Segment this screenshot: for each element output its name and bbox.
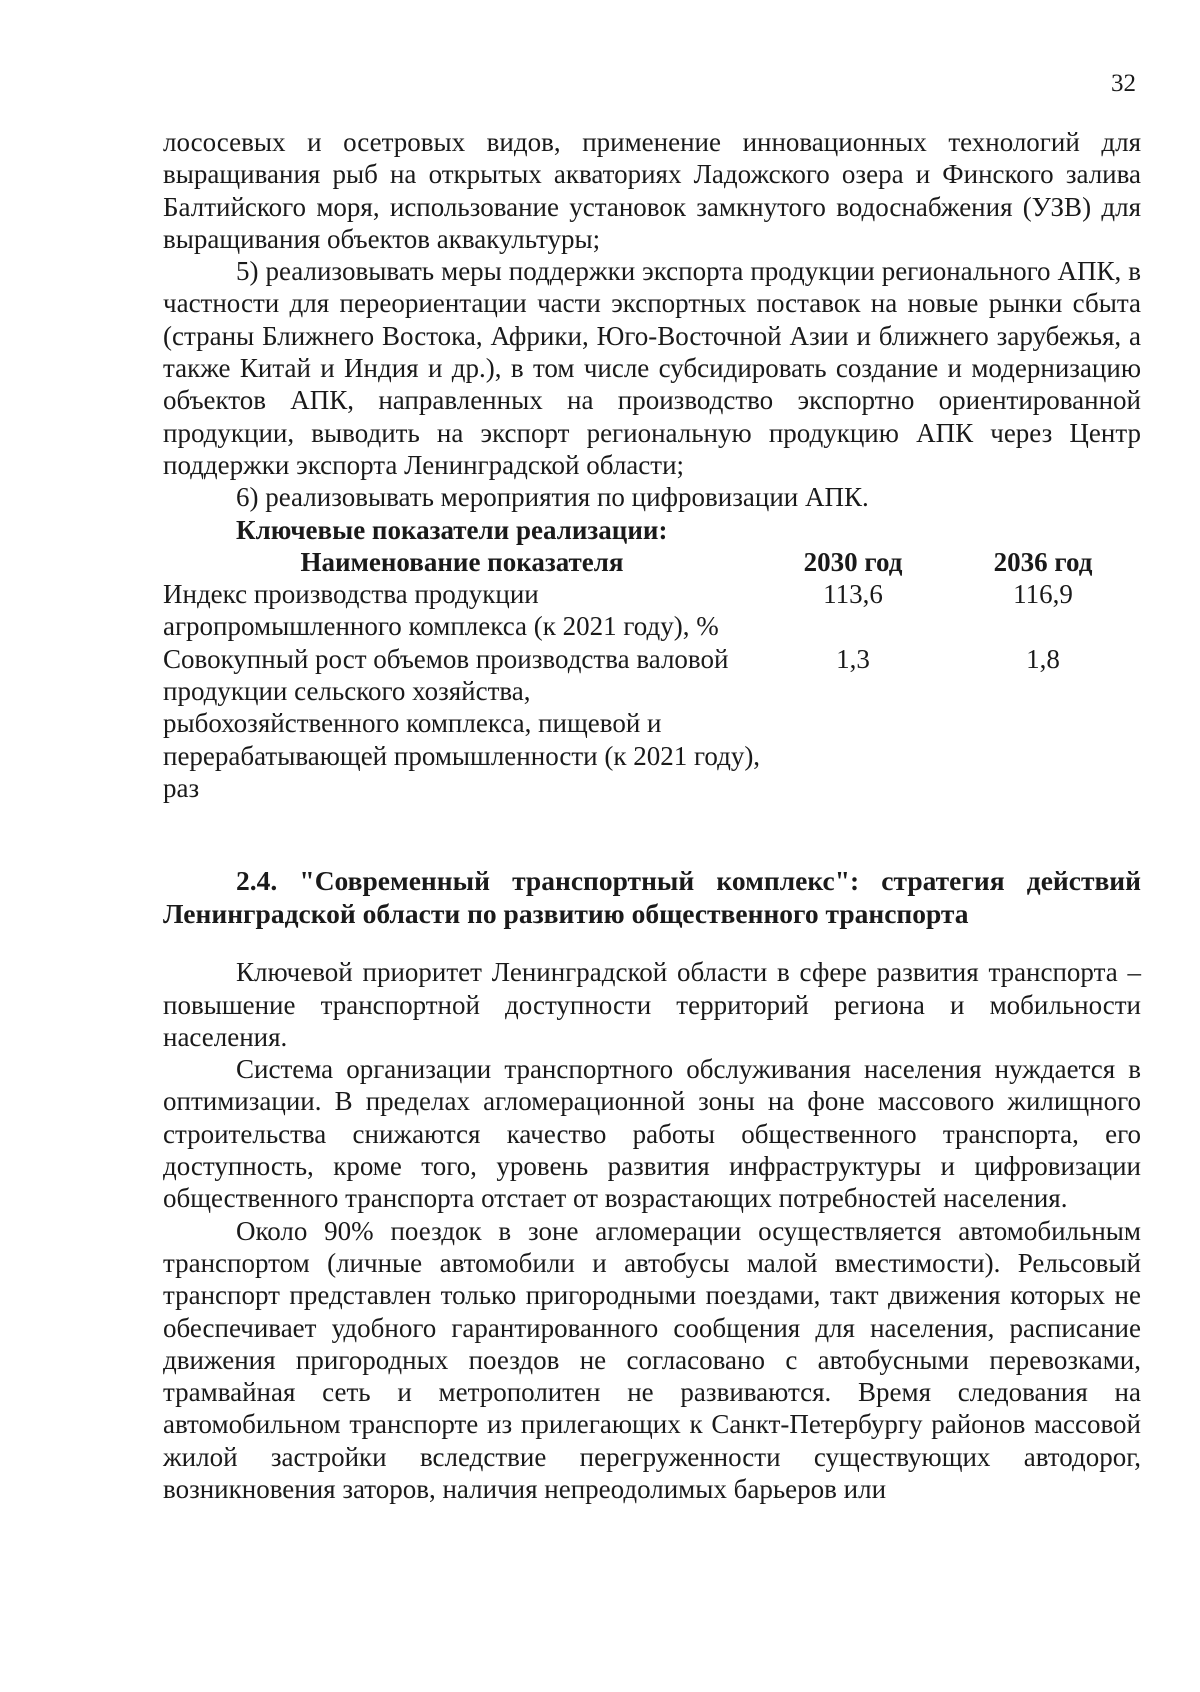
- page-number: 32: [1111, 70, 1136, 97]
- paragraph-continuation: лососевых и осетровых видов, применение инновационных технологий для выращивания рыб на открытых акваториях Ладожского озера и Финского залива Балтийского моря, использование установок замкнутого водоснабжения (УЗВ) для выращивания объектов аквакультуры;: [163, 127, 1141, 254]
- table-header-row: [163, 546, 1141, 578]
- section-paragraph: Ключевой приоритет Ленинградской области в сфере развития транспорта – повышение транспортной доступности территорий региона и мобильности населения.: [163, 957, 1141, 1052]
- paragraph-item-6: 6) реализовывать мероприятия по цифровизации АПК.: [236, 482, 869, 513]
- table-row: [163, 643, 1141, 804]
- column-header-2030: 2030 год: [803, 546, 903, 577]
- indicator-value-2036: 116,9: [1013, 579, 1073, 610]
- table-row: [163, 578, 1141, 643]
- section-paragraph: Система организации транспортного обслуживания населения нуждается в оптимизации. В пределах агломерационной зоны на фоне массового жилищного строительства снижаются качество работы общественного транспорта, его доступность, кроме того, уровень развития инфраструктуры и цифровизации общественного транспорта отстает от возрастающих потребностей населения.: [163, 1054, 1141, 1214]
- page-content: [163, 126, 1141, 1505]
- indicator-name: Совокупный рост объемов производства валовой продукции сельского хозяйства, рыбохозяйственного комплекса, пищевой и перерабатывающей промышленности (к 2021 году), раз: [163, 643, 761, 803]
- indicator-value-2036: 1,8: [1026, 643, 1060, 674]
- indicator-value-2030: 113,6: [823, 579, 883, 610]
- column-header-2036: 2036 год: [993, 546, 1093, 577]
- key-indicators-heading: Ключевые показатели реализации:: [236, 514, 668, 545]
- column-header-indicator-name: Наименование показателя: [300, 546, 624, 577]
- key-indicators-table: [163, 546, 1141, 804]
- section-paragraph: Около 90% поездок в зоне агломерации осуществляется автомобильным транспортом (личные автомобили и автобусы малой вместимости). Рельсовый транспорт представлен только пригородными поездами, такт движения которых не обеспечивает удобного гарантированного сообщения для населения, расписание движения пригородных поездов не согласовано с автобусными перевозками, трамвайная сеть и метрополитен не развиваются. Время следования на автомобильном транспорте из прилегающих к Санкт-Петербургу районов массовой жилой застройки вследствие перегруженности существующих автодорог, возникновения заторов, наличия непреодолимых барьеров или: [163, 1215, 1141, 1504]
- indicator-value-2030: 1,3: [836, 643, 870, 674]
- indicator-name: Индекс производства продукции агропромышленного комплекса (к 2021 году), %: [163, 579, 719, 642]
- paragraph-item-5: 5) реализовывать меры поддержки экспорта продукции регионального АПК, в частности для переориентации части экспортных поставок на новые рынки сбыта (страны Ближнего Востока, Африки, Юго-Восточной Азии и ближнего зарубежья, а также Китай и Индия и др.), в том числе субсидировать создание и модернизацию объектов АПК, направленных на производство экспортно ориентированной продукции, выводить на экспорт региональную продукцию АПК через Центр поддержки экспорта Ленинградской области;: [163, 256, 1141, 480]
- section-title: 2.4. "Современный транспортный комплекс": стратегия действий Ленинградской области по развитию общественного транспорта: [163, 865, 1141, 930]
